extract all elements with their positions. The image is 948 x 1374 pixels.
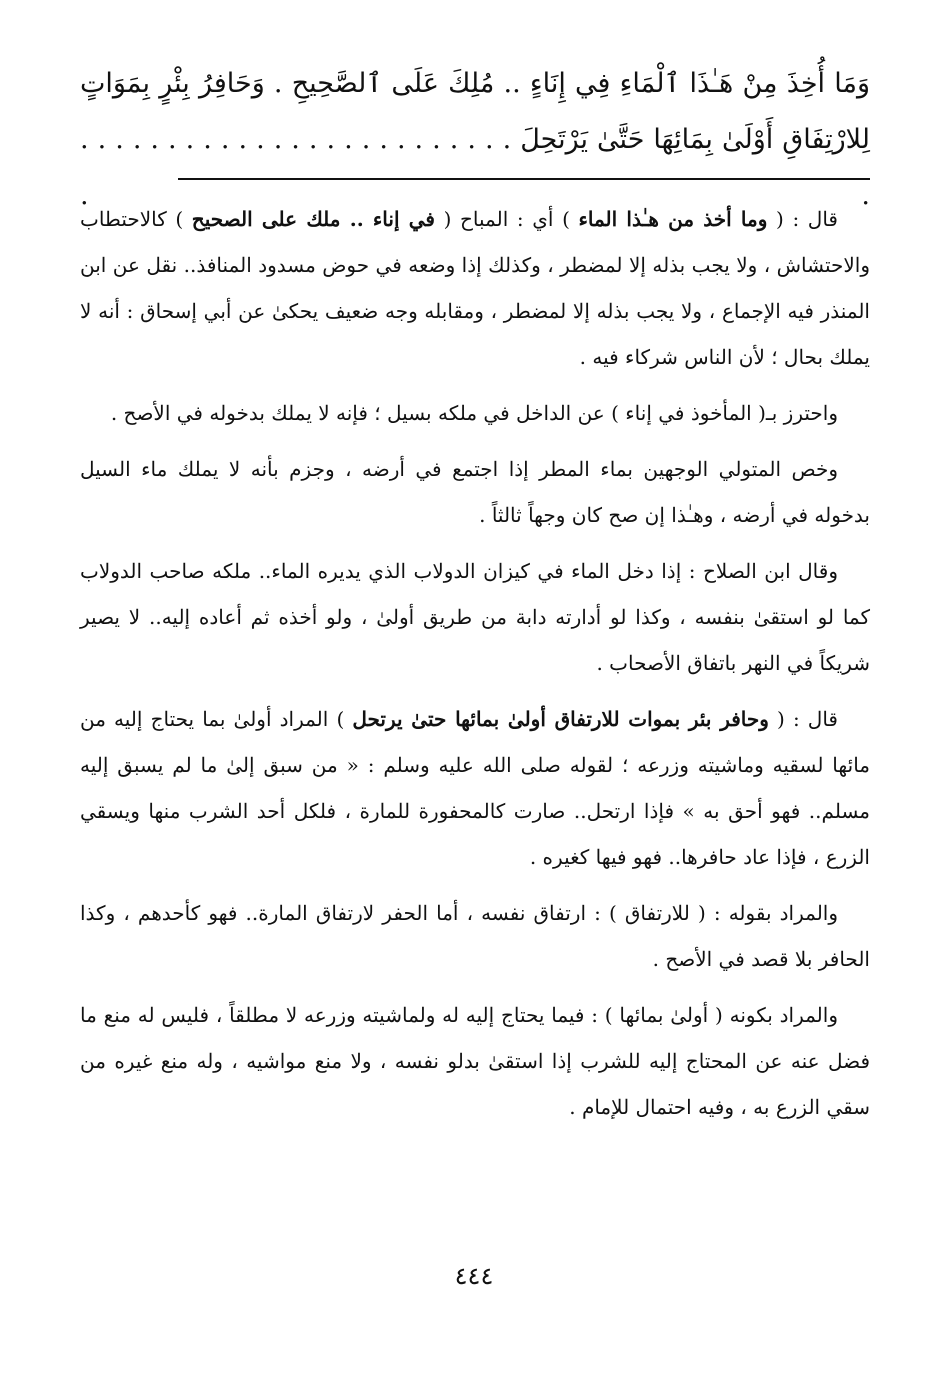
quoted-matn-segment: وحافر بئر بموات للارتفاق أولىٰ بمائها حتىٰ يرتحل: [352, 707, 769, 731]
matn-line-1: وَمَا أُخِذَ مِنْ هَـٰذَا ٱلْمَاءِ فِي إِنَاءٍ .. مُلِكَ عَلَى ٱلصَّحِيحِ . وَحَافِرُ بِئْرٍ بِمَوَاتٍ: [80, 68, 870, 99]
commentary-segment: قال : (: [768, 707, 838, 731]
commentary-segment: قال : (: [767, 207, 838, 231]
commentary-segment: والمراد بكونه ( أولىٰ بمائها ) : فيما يحتاج إليه له ولماشيته وزرعه لا مطلقاً ، فليس له منع ما فضل عنه عن المحتاج إليه للشرب إذا استقىٰ بدلو نفسه ، ولا منع مواشيه ، وله منع غيره من سقي الزرع به ، وفيه احتمال للإمام .: [80, 1003, 871, 1119]
separator-rule: [178, 178, 870, 180]
commentary-paragraph: [80, 196, 870, 380]
commentary-paragraph: [80, 446, 870, 538]
commentary-text: [80, 196, 870, 1140]
page-number: ٤٤٤: [454, 1262, 494, 1290]
commentary-paragraph: [80, 696, 870, 880]
quoted-matn-segment: وما أخذ من هـٰذا الماء: [578, 207, 768, 231]
commentary-segment: والمراد بقوله : ( للارتفاق ) : ارتفاق نفسه ، أما الحفر لارتفاق المارة.. فهو كأحدهم ، وكذا الحافر بلا قصد في الأصح .: [80, 901, 870, 971]
commentary-segment: وخص المتولي الوجهين بماء المطر إذا اجتمع في أرضه ، وجزم بأنه لا يملك ماء السيل بدخوله في أرضه ، وهـٰذا إن صح كان وجهاً ثالثاً .: [80, 457, 870, 527]
commentary-segment: وقال ابن الصلاح : إذا دخل الماء في كيزان الدولاب الذي يديره الماء.. ملكه صاحب الدولاب كما لو استقىٰ بنفسه ، وكذا لو أدارته دابة من طريق أولىٰ ، ولو أخذه ثم أعاده إليه.. لا يصير شريكاً في النهر باتفاق الأصحاب .: [80, 559, 870, 675]
matn-line-2: لِلارْتِفَاقِ أَوْلَىٰ بِمَائِهَا حَتَّىٰ يَرْتَحِلَ . . . . . . . . . . . . . . . . . . . . . . . . . . .: [80, 124, 870, 211]
commentary-paragraph: [80, 390, 870, 436]
commentary-segment: ) كالاحتطاب والاحتشاش ، ولا يجب بذله إلا لمضطر ، وكذلك إذا وضعه في حوض مسدود المنافذ.. نقل عن ابن المنذر فيه الإجماع ، ولا يجب بذله إلا لمضطر ، ومقابله وجه ضعيف يحكىٰ عن أبي إسحاق : أنه لا يملك بحال ؛ لأن الناس شركاء فيه .: [80, 207, 870, 369]
commentary-paragraph: [80, 992, 870, 1130]
commentary-paragraph: [80, 890, 870, 982]
commentary-segment: ) المراد أولىٰ بما يحتاج إليه من مائها لسقيه وماشيته وزرعه ؛ لقوله صلى الله عليه وسلم : « من سبق إلىٰ ما لم يسبق إليه مسلم.. فهو أحق به » فإذا ارتحل.. صارت كالمحفورة للمارة ، فلكل أحد الشرب منها ويسقي الزرع ، فإذا عاد حافرها.. فهو فيها كغيره .: [80, 707, 870, 869]
commentary-segment: ) أي : المباح (: [434, 207, 579, 231]
commentary-paragraph: [80, 548, 870, 686]
quoted-matn-segment: في إناء .. ملك على الصحيح: [191, 207, 435, 231]
commentary-segment: واحترز بـ( المأخوذ في إناء ) عن الداخل في ملكه بسيل ؛ فإنه لا يملك بدخوله في الأصح .: [110, 401, 838, 425]
